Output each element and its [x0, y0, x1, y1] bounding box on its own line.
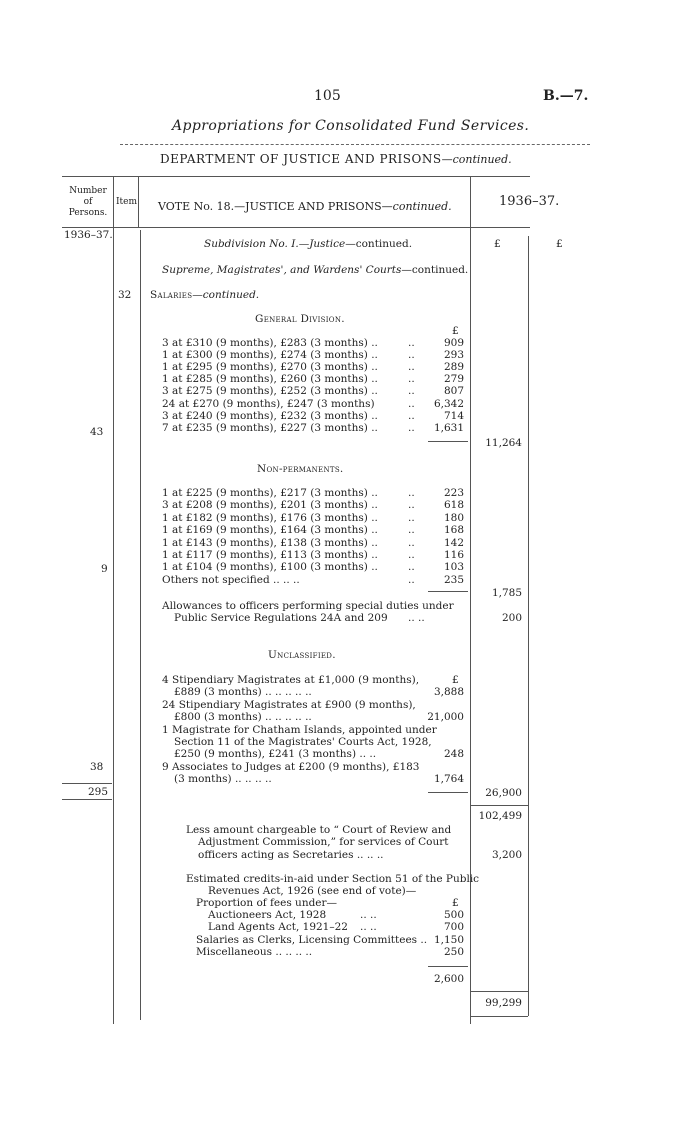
nonperm-row-amount: 103 — [443, 561, 464, 573]
general-row-amount: 1,631 — [433, 422, 464, 434]
unclassified-item-2-amount: 21,000 — [427, 711, 464, 723]
allowances-line2: Public Service Regulations 24A and 209 — [174, 612, 388, 624]
credit-row-dots: .. .. — [360, 921, 377, 933]
credit-row-text: Land Agents Act, 1921–22 — [208, 921, 348, 933]
nonperm-row-dots: .. — [408, 512, 415, 524]
unclassified-item-2-line1: 24 Stipendiary Magistrates at £900 (9 months), — [162, 699, 416, 711]
col-rule-item — [138, 176, 139, 228]
nonperm-subtotal-rule — [428, 591, 468, 592]
vote-continued: —continued. — [381, 200, 452, 213]
unclassified-subtotal-rule — [428, 792, 468, 793]
net-total-rule-bottom — [471, 1016, 528, 1017]
col-rule-amounts — [528, 236, 529, 1016]
general-persons: 43 — [90, 426, 104, 438]
persons-year: 1936–37. — [64, 229, 113, 241]
unclassified-pound: £ — [452, 674, 459, 686]
general-subtotal-rule — [428, 441, 468, 442]
nonperm-row-dots: .. — [408, 574, 415, 586]
persons-total-rule-bottom — [62, 799, 112, 800]
nonperm-row-text: 3 at £208 (9 months), £201 (3 months) .. — [162, 499, 378, 511]
pound-col2: £ — [556, 238, 563, 250]
general-row-amount: 279 — [443, 373, 464, 385]
general-row-amount: 6,342 — [433, 398, 464, 410]
general-row-amount: 293 — [443, 349, 464, 361]
credits-line1: Estimated credits-in-aid under Section 51 of the Public — [186, 873, 480, 885]
courts-continued: —continued. — [401, 264, 469, 276]
page-number: 105 — [314, 88, 341, 104]
unclassified-item-1-line1: 4 Stipendiary Magistrates at £1,000 (9 months), — [162, 674, 420, 686]
general-row-text: 3 at £310 (9 months), £283 (3 months) .. — [162, 337, 378, 349]
general-row-text: 3 at £240 (9 months), £232 (3 months) .. — [162, 410, 378, 422]
page-title: Appropriations for Consolidated Fund Services. — [172, 118, 530, 134]
gross-total: 102,499 — [478, 810, 522, 822]
allowances-line1: Allowances to officers performing special duties under — [162, 600, 454, 612]
nonperm-row-amount: 618 — [443, 499, 464, 511]
general-row-dots: .. — [408, 361, 415, 373]
general-division-heading: General Division. — [255, 313, 345, 325]
nonperm-row-text: 1 at £143 (9 months), £138 (3 months) .. — [162, 537, 378, 549]
allowances-amount: 200 — [501, 612, 522, 624]
general-row-dots: .. — [408, 385, 415, 397]
credits-subtotal-rule — [428, 966, 468, 967]
nonperm-row-dots: .. — [408, 499, 415, 511]
credit-row-text: Auctioneers Act, 1928 — [208, 909, 327, 921]
credit-row-amount: 500 — [443, 909, 464, 921]
unclassified-item-1-line2: £889 (3 months) .. .. .. .. .. — [174, 686, 312, 698]
general-row-amount: 289 — [443, 361, 464, 373]
header-item: Item — [116, 197, 138, 207]
general-row-amount: 714 — [443, 410, 464, 422]
nonperm-row-text: 1 at £169 (9 months), £164 (3 months) .. — [162, 524, 378, 536]
general-row-dots: .. — [408, 398, 415, 410]
nonperm-total: 1,785 — [491, 587, 522, 599]
nonperm-row-amount: 168 — [443, 524, 464, 536]
credit-row-dots: .. .. — [360, 909, 377, 921]
salaries-title: Salaries — [150, 289, 193, 301]
allowances-dots: .. .. — [408, 612, 425, 624]
credits-pound: £ — [452, 897, 459, 909]
unclassified-item-3-line3: £250 (9 months), £241 (3 months) .. .. — [174, 748, 377, 760]
general-row-amount: 807 — [443, 385, 464, 397]
salaries-continued: —continued. — [192, 289, 260, 301]
general-row-text: 7 at £235 (9 months), £227 (3 months) .. — [162, 422, 378, 434]
unclassified-persons: 38 — [90, 761, 104, 773]
unclassified-item-4-line1: 9 Associates to Judges at £200 (9 months), £183 — [162, 761, 420, 773]
general-total: 11,264 — [485, 437, 522, 449]
nonperm-row-amount: 180 — [443, 512, 464, 524]
nonperm-row-amount: 223 — [443, 487, 464, 499]
persons-total: 295 — [88, 786, 109, 798]
subdivision-heading — [204, 238, 412, 250]
gross-total-rule — [471, 805, 528, 806]
unclassified-item-1-amount: 3,888 — [433, 686, 464, 698]
general-row-dots: .. — [408, 410, 415, 422]
unclassified-item-4-amount: 1,764 — [433, 773, 464, 785]
nonperm-row-text: 1 at £117 (9 months), £113 (3 months) .. — [162, 549, 378, 561]
less-amount: 3,200 — [491, 849, 522, 861]
unclassified-item-4-line2: (3 months) .. .. .. .. — [174, 773, 272, 785]
general-row-text: 1 at £295 (9 months), £270 (3 months) .. — [162, 361, 378, 373]
nonperm-row-text: 1 at £225 (9 months), £217 (3 months) .. — [162, 487, 378, 499]
department-heading — [160, 152, 512, 166]
nonperm-row-text: 1 at £182 (9 months), £176 (3 months) .. — [162, 512, 378, 524]
header-number-of-persons — [64, 186, 112, 219]
unclassified-total: 26,900 — [485, 787, 522, 799]
col-rule-persons — [113, 176, 114, 1024]
nonperm-heading: Non-permanents. — [257, 463, 344, 475]
general-row-dots: .. — [408, 349, 415, 361]
col-rule-desc — [470, 176, 471, 1024]
general-row-text: 3 at £275 (9 months), £252 (3 months) .. — [162, 385, 378, 397]
nonperm-row-amount: 142 — [443, 537, 464, 549]
unclassified-item-3-amount: 248 — [443, 748, 464, 760]
department-name: DEPARTMENT OF JUSTICE AND PRISONS — [160, 152, 442, 166]
header-persons-line1: Number — [69, 186, 107, 196]
credits-line2: Revenues Act, 1926 (see end of vote)— — [208, 885, 417, 897]
net-total-rule-top — [471, 991, 528, 992]
persons-total-rule-top — [62, 783, 112, 784]
credit-row-amount: 1,150 — [433, 934, 464, 946]
nonperm-row-dots: .. — [408, 549, 415, 561]
col-rule-item-body — [140, 230, 141, 1020]
unclassified-heading: Unclassified. — [268, 649, 336, 661]
less-line2: Adjustment Commission,” for services of Court — [198, 836, 449, 848]
general-row-dots: .. — [408, 422, 415, 434]
nonperm-row-dots: .. — [408, 524, 415, 536]
general-row-text: 1 at £300 (9 months), £274 (3 months) .. — [162, 349, 378, 361]
general-row-dots: .. — [408, 337, 415, 349]
credit-row-text: Salaries as Clerks, Licensing Committees .. — [196, 934, 428, 946]
header-rule — [120, 144, 590, 145]
courts-heading — [162, 264, 468, 276]
credits-total: 2,600 — [433, 973, 464, 985]
general-pound: £ — [452, 325, 459, 337]
nonperm-row-dots: .. — [408, 487, 415, 499]
nonperm-row-amount: 116 — [443, 549, 464, 561]
subdivision-continued: —continued. — [345, 238, 413, 250]
salaries-heading — [150, 289, 259, 301]
general-row-amount: 909 — [443, 337, 464, 349]
table-top-rule — [62, 176, 530, 177]
header-persons-line2: of — [83, 197, 93, 207]
nonperm-row-amount: 235 — [443, 574, 464, 586]
nonperm-row-dots: .. — [408, 537, 415, 549]
header-vote — [158, 200, 452, 213]
nonperm-row-text: Others not specified .. .. .. — [162, 574, 300, 586]
general-row-dots: .. — [408, 373, 415, 385]
credit-row-amount: 250 — [443, 946, 464, 958]
general-row-text: 1 at £285 (9 months), £260 (3 months) .. — [162, 373, 378, 385]
nonperm-persons: 9 — [101, 563, 108, 575]
less-line1: Less amount chargeable to “ Court of Review and — [186, 824, 452, 836]
courts-title: Supreme, Magistrates', and Wardens' Courts — [162, 264, 402, 276]
table-head-rule — [62, 227, 530, 228]
department-continued: —continued. — [441, 153, 512, 166]
unclassified-item-2-line2: £800 (3 months) .. .. .. .. .. — [174, 711, 312, 723]
header-persons-line3: Persons. — [68, 208, 108, 218]
pound-col1: £ — [494, 238, 501, 250]
unclassified-item-3-line1: 1 Magistrate for Chatham Islands, appointed under — [162, 724, 437, 736]
vote-title: VOTE No. 18.—JUSTICE AND PRISONS — [158, 200, 382, 213]
less-line3: officers acting as Secretaries .. .. .. — [198, 849, 384, 861]
nonperm-row-dots: .. — [408, 561, 415, 573]
credit-row-amount: 700 — [443, 921, 464, 933]
item-number: 32 — [118, 289, 132, 301]
credits-line3: Proportion of fees under— — [196, 897, 338, 909]
nonperm-row-text: 1 at £104 (9 months), £100 (3 months) .. — [162, 561, 378, 573]
subdivision-title: Subdivision No. I.—Justice — [204, 238, 346, 250]
unclassified-item-3-line2: Section 11 of the Magistrates' Courts Act, 1928, — [174, 736, 432, 748]
general-row-text: 24 at £270 (9 months), £247 (3 months) — [162, 398, 375, 410]
document-reference: B.—7. — [543, 88, 589, 104]
header-year: 1936–37. — [499, 194, 560, 209]
credit-row-text: Miscellaneous .. .. .. .. — [196, 946, 313, 958]
net-total: 99,299 — [485, 997, 522, 1009]
